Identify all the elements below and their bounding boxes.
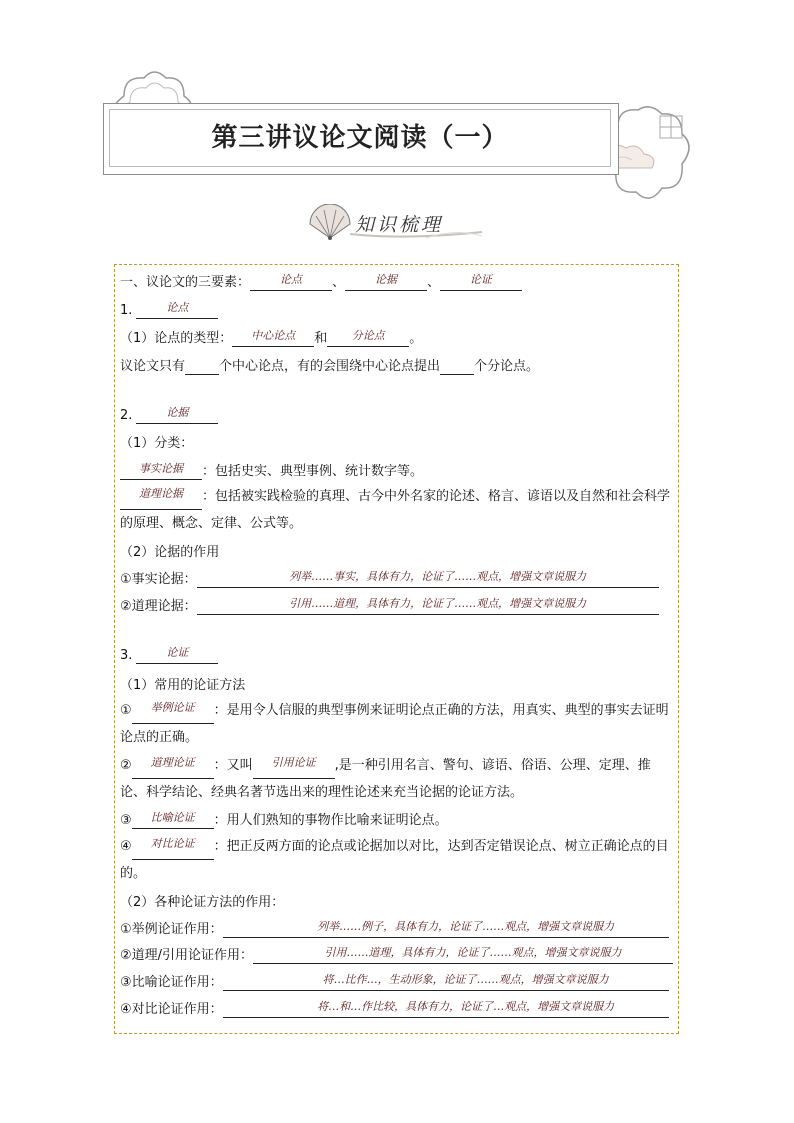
types-label: （1）论点的类型： [120,331,233,346]
method-text: ：把正反两方面的论点或论据加以对比，达到否定错误论点、树立正确论点的目的。 [120,839,669,881]
item-number: ③ [120,813,132,828]
fact-role-row [120,571,659,588]
contrast-role-row [120,1001,669,1018]
answer-blank [136,302,218,319]
reason-text: ：包括被实践检验的真理、古今中外名家的论述、格言、谚语以及自然和社会科学的原理、概念、定律、公式等。 [120,489,671,531]
answer-text: 论证 [166,646,189,659]
answer-blank [232,330,314,347]
example-role-row [120,921,669,938]
answer-blank [197,571,659,588]
section-badge: 知识梳理 [355,214,444,236]
answer-blank [197,598,659,615]
answer-text: 论证 [470,273,493,286]
section-number: 3. [120,648,133,663]
classification-label: （1）分类： [120,436,194,451]
answer-blank [223,1001,669,1018]
method-reason-row [120,752,672,806]
answer-text: 举例论证 [150,701,195,714]
text-c: 个分论点。 [474,359,540,374]
answer-text: 论据 [166,406,189,419]
elements-label: 一、议论文的三要素： [120,275,251,290]
method-roles-label: （2）各种论证方法的作用： [120,895,285,910]
method-text: ：是用令人信服的典型事例来证明论点正确的方法，用真实、典型的事实去证明论点的正确。 [120,703,669,745]
method-text: ,是一种引用名言、警句、谚语、俗语、公理、定理、推论、科学结论、经典名著节选出来的理性论述来充当论据的论证方法。 [120,758,651,800]
answer-blank [250,274,332,291]
method-example-row [120,697,672,751]
answer-text: 引用论证 [271,756,316,769]
answer-text: 道理论据 [139,487,183,500]
elements-row [120,274,522,291]
answer-text: 对比论证 [150,837,195,850]
answer-blank [440,274,522,291]
analogy-role-row [120,974,669,991]
answer-blank [223,974,669,991]
item-number: ① [120,703,132,718]
answer-text: 引用……道理，具体有力，论证了……观点，增强文章说服力 [289,597,587,610]
fact-text: ：包括史实、典型事例、统计数字等。 [202,464,424,479]
section-number: 2. [120,408,133,423]
answer-text: 论点 [166,301,189,314]
claim-types-row [120,330,422,347]
reason-method-role-row [120,947,673,964]
and-text: 和 [314,331,328,346]
answer-blank [345,274,427,291]
section-2-heading [120,407,218,424]
answer-text: 论点 [280,273,303,286]
answer-text: 引用……道理，具体有力，论证了……观点，增强文章说服力 [324,946,622,959]
answer-blank [253,756,335,779]
page-title: 第三讲议论文阅读（一） [211,123,509,153]
answer-text: 列举……例子，具体有力，论证了……观点，增强文章说服力 [317,920,615,933]
answer-text: 列举……事实，具体有力，论证了……观点，增强文章说服力 [289,570,587,583]
answer-blank [132,837,214,860]
item-number: ④ [120,839,132,854]
text-a: 议论文只有 [120,359,186,374]
evidence-role-label: （2）论据的作用 [120,545,220,560]
answer-text: 分论点 [351,329,385,342]
separator: 、 [332,275,346,290]
method-text: ：用人们熟知的事物作比喻来证明论点。 [213,813,448,828]
fan-icon [310,204,350,240]
answer-text: 将…和…作比较，具体有力，论证了…观点，增强文章说服力 [317,1000,615,1013]
answer-text: 论据 [375,273,398,286]
method-contrast-row [120,833,672,887]
section-3-heading [120,647,218,664]
method-analogy-row [120,812,448,829]
fact-role-label: ①事实论据： [120,572,197,587]
method-text: ：又叫 [213,758,253,773]
role-label: ③比喻论证作用： [120,975,223,990]
section-number: 1. [120,303,133,318]
empty-blank [185,358,219,375]
claim-count-row [120,358,539,375]
answer-blank [120,463,202,480]
answer-blank [223,921,669,938]
answer-blank [132,812,214,829]
answer-blank [253,947,673,964]
empty-blank [440,358,474,375]
answer-text: 事实论据 [139,462,183,475]
answer-blank [132,756,214,779]
answer-blank [327,330,409,347]
fact-evidence-row [120,463,423,480]
section-1-heading [120,302,218,319]
answer-text: 道理论证 [150,756,195,769]
methods-label: （1）常用的论证方法 [120,678,246,693]
role-label: ①举例论证作用： [120,922,223,937]
item-number: ② [120,758,132,773]
role-label: ②道理/引用论证作用： [120,948,254,963]
answer-blank [132,701,214,724]
answer-text: 将…比作…，生动形象，论证了……观点，增强文章说服力 [322,973,609,986]
answer-blank [136,647,218,664]
role-label: ④对比论证作用： [120,1002,223,1017]
answer-blank [136,407,218,424]
reason-role-row [120,598,659,615]
answer-text: 中心论点 [251,329,296,342]
reason-role-label: ②道理论据： [120,599,197,614]
answer-text: 比喻论证 [150,811,195,824]
text-b: 个中心论点，有的会围绕中心论点提出 [219,359,441,374]
title-banner [103,103,617,173]
separator: 、 [427,275,441,290]
answer-blank [120,487,202,510]
end-punct: 。 [409,331,423,346]
reason-evidence-row [120,483,672,537]
